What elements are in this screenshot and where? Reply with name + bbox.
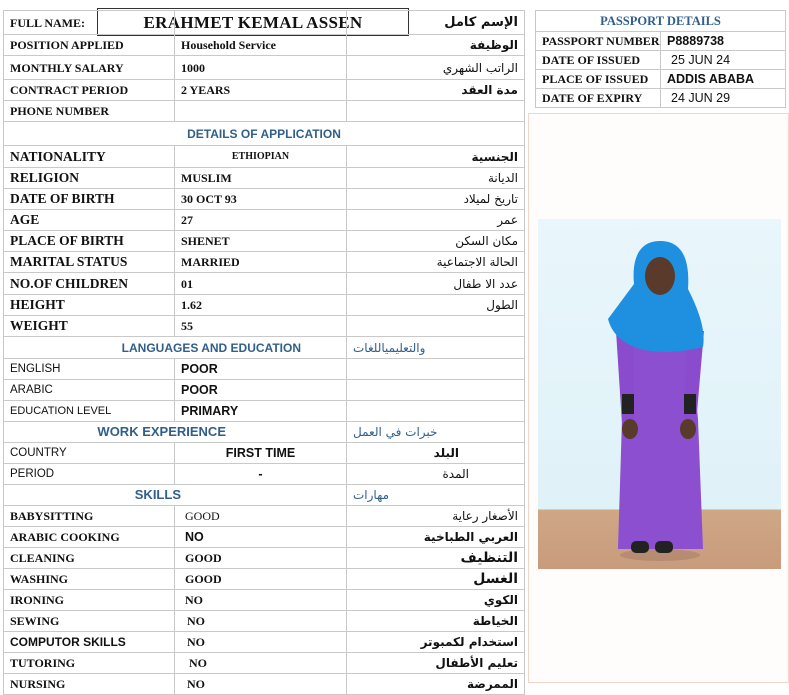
height-ar: الطول	[347, 295, 525, 316]
age-label: AGE	[4, 210, 175, 231]
tutoring-label: TUTORING	[4, 653, 175, 674]
position-applied-label: POSITION APPLIED	[4, 35, 175, 56]
monthly-salary-value: 1000	[175, 56, 347, 80]
nationality-ar: الجنسية	[347, 146, 525, 168]
country-value: FIRST TIME	[175, 443, 347, 464]
skills-section-title-ar: مهارات	[347, 485, 525, 506]
education-level-label: EDUCATION LEVEL	[4, 401, 175, 422]
passport-number-label: PASSPORT NUMBER	[536, 32, 661, 51]
work-section-title-ar: خبرات في العمل	[347, 422, 525, 443]
number-of-children-label: NO.OF CHILDREN	[4, 273, 175, 295]
period-value: -	[175, 464, 347, 485]
country-label: COUNTRY	[4, 443, 175, 464]
sewing-ar: الخياطة	[347, 611, 525, 632]
place-of-birth-label: PLACE OF BIRTH	[4, 231, 175, 252]
babysitting-value: GOOD	[175, 506, 347, 527]
date-of-issue-value: 25 JUN 24	[661, 51, 786, 70]
education-level-ar	[347, 401, 525, 422]
place-of-issue-label: PLACE OF ISSUED	[536, 70, 661, 89]
contract-period-label: CONTRACT PERIOD	[4, 80, 175, 101]
period-label: PERIOD	[4, 464, 175, 485]
cleaning-ar: التنظيف	[347, 548, 525, 569]
arabic-label: ARABIC	[4, 380, 175, 401]
full-name-label-ar: الإسم كامل	[347, 11, 525, 35]
babysitting-label: BABYSITTING	[4, 506, 175, 527]
babysitting-ar: الأصغار رعاية	[347, 506, 525, 527]
date-of-issue-label: DATE OF ISSUED	[536, 51, 661, 70]
religion-label: RELIGION	[4, 168, 175, 189]
date-of-birth-value: 30 OCT 93	[175, 189, 347, 210]
work-section-title: WORK EXPERIENCE	[4, 422, 347, 443]
computer-skills-value: NO	[175, 632, 347, 653]
passport-details-title: PASSPORT DETAILS	[536, 11, 786, 32]
contract-period-ar: مدة العقد	[347, 80, 525, 101]
weight-label: WEIGHT	[4, 316, 175, 337]
application-table	[3, 10, 525, 695]
religion-value: MUSLIM	[175, 168, 347, 189]
passport-number-value: P8889738	[661, 32, 786, 51]
full-name-value: ERAHMET KEMAL ASSEN	[97, 8, 409, 36]
place-of-issue-value: ADDIS ABABA	[661, 70, 786, 89]
washing-ar: الغسل	[347, 569, 525, 590]
skills-section-title: SKILLS	[4, 485, 347, 506]
ironing-value: NO	[175, 590, 347, 611]
number-of-children-value: 01	[175, 273, 347, 295]
arabic-cooking-ar: العربي الطباخية	[347, 527, 525, 548]
nursing-label: NURSING	[4, 674, 175, 695]
ironing-ar: الكوي	[347, 590, 525, 611]
marital-status-value: MARRIED	[175, 252, 347, 273]
monthly-salary-ar: الراتب الشهري	[347, 56, 525, 80]
date-of-birth-ar: تاريخ لميلاد	[347, 189, 525, 210]
age-value: 27	[175, 210, 347, 231]
phone-number-ar	[347, 101, 525, 122]
nursing-ar: الممرضة	[347, 674, 525, 695]
arabic-cooking-label: ARABIC COOKING	[4, 527, 175, 548]
arabic-cooking-value: NO	[175, 527, 347, 548]
applicant-photo	[538, 219, 781, 569]
cleaning-value: GOOD	[175, 548, 347, 569]
passport-details-table	[535, 10, 786, 108]
sewing-value: NO	[175, 611, 347, 632]
marital-status-ar: الحالة الاجتماعية	[347, 252, 525, 273]
nursing-value: NO	[175, 674, 347, 695]
date-of-expiry-label: DATE OF EXPIRY	[536, 89, 661, 108]
weight-value: 55	[175, 316, 347, 337]
tutoring-value: NO	[175, 653, 347, 674]
applicant-figure	[538, 219, 781, 569]
washing-label: WASHING	[4, 569, 175, 590]
height-value: 1.62	[175, 295, 347, 316]
computer-skills-label: COMPUTOR SKILLS	[4, 632, 175, 653]
marital-status-label: MARITAL STATUS	[4, 252, 175, 273]
period-ar: المدة	[347, 464, 525, 485]
place-of-birth-ar: مكان السكن	[347, 231, 525, 252]
date-of-expiry-value: 24 JUN 29	[661, 89, 786, 108]
languages-section-title-ar: والتعليمياللغات	[347, 337, 525, 359]
education-level-value: PRIMARY	[175, 401, 347, 422]
date-of-birth-label: DATE OF BIRTH	[4, 189, 175, 210]
tutoring-ar: تعليم الأطفال	[347, 653, 525, 674]
english-ar	[347, 359, 525, 380]
place-of-birth-value: SHENET	[175, 231, 347, 252]
nationality-value: ETHIOPIAN	[175, 146, 347, 168]
position-applied-ar: الوظيفة	[347, 35, 525, 56]
languages-section-title: LANGUAGES AND EDUCATION	[4, 337, 347, 359]
weight-ar	[347, 316, 525, 337]
number-of-children-ar: عدد الا طفال	[347, 273, 525, 295]
full-name-spacer	[175, 11, 347, 35]
phone-number-label: PHONE NUMBER	[4, 101, 175, 122]
phone-number-value	[175, 101, 347, 122]
religion-ar: الديانة	[347, 168, 525, 189]
country-ar: البلد	[347, 443, 525, 464]
arabic-ar	[347, 380, 525, 401]
height-label: HEIGHT	[4, 295, 175, 316]
monthly-salary-label: MONTHLY SALARY	[4, 56, 175, 80]
english-label: ENGLISH	[4, 359, 175, 380]
computer-skills-ar: استخدام لكمبوتر	[347, 632, 525, 653]
nationality-label: NATIONALITY	[4, 146, 175, 168]
sewing-label: SEWING	[4, 611, 175, 632]
english-value: POOR	[175, 359, 347, 380]
details-section-title: DETAILS OF APPLICATION	[4, 122, 525, 146]
position-applied-value: Household Service	[175, 35, 347, 56]
full-name-label: FULL NAME:	[4, 11, 175, 35]
cleaning-label: CLEANING	[4, 548, 175, 569]
arabic-value: POOR	[175, 380, 347, 401]
ironing-label: IRONING	[4, 590, 175, 611]
age-ar: عمر	[347, 210, 525, 231]
contract-period-value: 2 YEARS	[175, 80, 347, 101]
washing-value: GOOD	[175, 569, 347, 590]
